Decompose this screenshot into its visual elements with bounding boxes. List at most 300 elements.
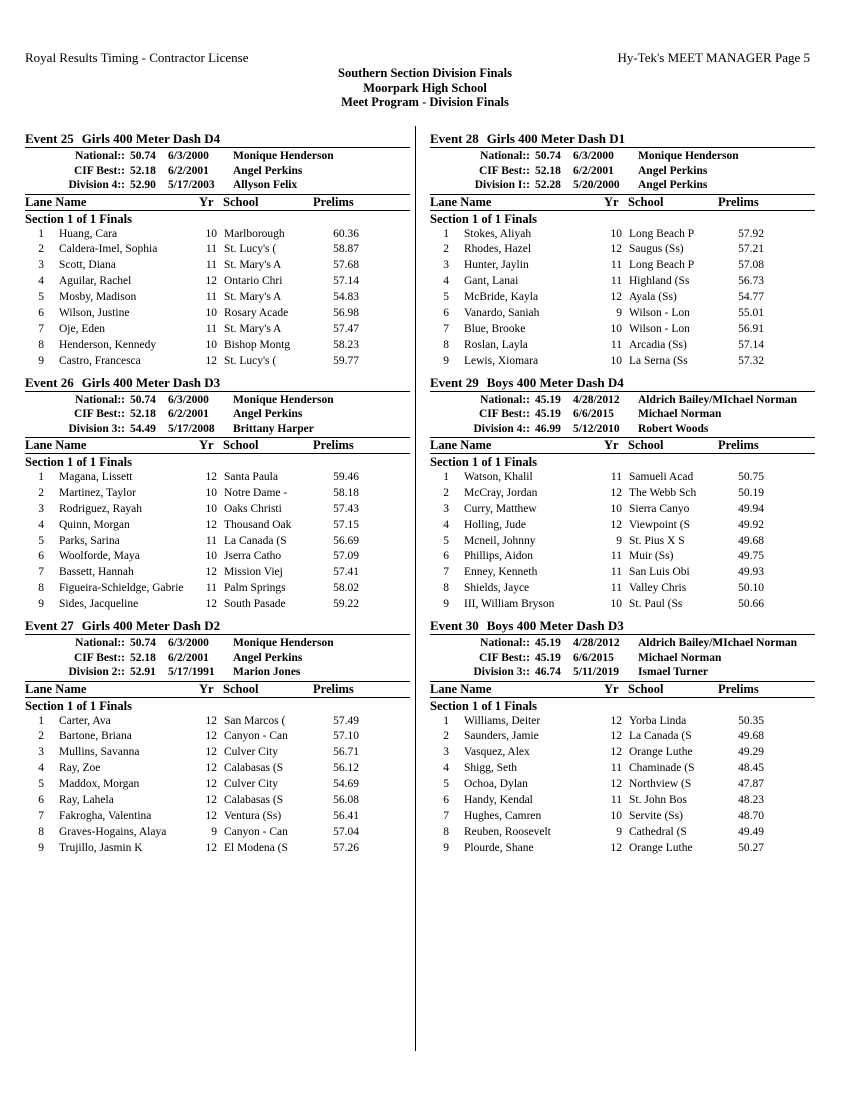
entry-name: Huang, Cara xyxy=(59,227,118,240)
header-lane-name: Lane Name xyxy=(430,438,492,453)
record-row xyxy=(430,651,815,666)
records-block xyxy=(430,148,815,194)
entry-prelims: 56.73 xyxy=(738,275,764,288)
entry-lane: 1 xyxy=(38,714,44,727)
entry-name: Quinn, Morgan xyxy=(59,518,130,531)
entry-lane: 1 xyxy=(443,471,449,484)
entry-name: III, William Bryson xyxy=(464,598,555,611)
event-title xyxy=(25,618,410,634)
record-label: National:: xyxy=(75,637,125,650)
header-yr: Yr xyxy=(604,194,619,209)
entry-prelims: 57.15 xyxy=(333,518,359,531)
entry-prelims: 58.87 xyxy=(333,243,359,256)
entry-name: Curry, Matthew xyxy=(464,502,537,515)
entry-yr: 10 xyxy=(610,502,622,515)
entry-lane: 8 xyxy=(38,582,44,595)
entry-prelims: 57.41 xyxy=(333,566,359,579)
entry-row xyxy=(25,841,410,857)
record-label: Division 4:: xyxy=(473,422,530,435)
entry-name: Wilson, Justine xyxy=(59,306,130,319)
record-holder: Monique Henderson xyxy=(233,393,334,406)
header-school: School xyxy=(628,681,664,696)
entry-school: St. Mary's A xyxy=(224,291,282,304)
entry-school: Long Beach P xyxy=(629,259,695,272)
entry-prelims: 54.77 xyxy=(738,291,764,304)
entry-school: Wilson - Lon xyxy=(629,322,690,335)
event-number: Event 27 xyxy=(25,618,74,634)
entry-school: Culver City xyxy=(224,746,278,759)
entry-name: Lewis, Xiomara xyxy=(464,354,539,367)
entry-school: Rosary Acade xyxy=(224,306,289,319)
record-row xyxy=(430,636,815,651)
entry-name: Henderson, Kennedy xyxy=(59,338,157,351)
entry-school: Bishop Montg xyxy=(224,338,291,351)
record-date: 6/6/2015 xyxy=(573,408,614,421)
entry-yr: 10 xyxy=(205,550,217,563)
entry-lane: 6 xyxy=(38,306,44,319)
entry-row xyxy=(25,258,410,274)
record-date: 6/3/2000 xyxy=(168,150,209,162)
entry-lane: 9 xyxy=(38,354,44,367)
entry-school: Thousand Oak xyxy=(224,518,292,531)
entry-lane: 7 xyxy=(443,322,449,335)
entry-row xyxy=(25,290,410,306)
entry-row xyxy=(430,597,815,613)
record-label: National:: xyxy=(75,150,125,162)
entry-lane: 6 xyxy=(443,550,449,563)
entry-lane: 1 xyxy=(443,714,449,727)
record-time: 45.19 xyxy=(535,393,561,406)
entry-row xyxy=(25,549,410,565)
record-time: 45.19 xyxy=(535,637,561,650)
entry-school: Sierra Canyo xyxy=(629,502,690,515)
page-title-line: Southern Section Division Finals xyxy=(338,66,512,80)
header-yr: Yr xyxy=(604,681,619,696)
record-time: 52.18 xyxy=(130,164,156,177)
event-name: Girls 400 Meter Dash D3 xyxy=(81,374,221,390)
entry-name: Martinez, Taylor xyxy=(59,486,136,499)
record-label: National:: xyxy=(480,150,530,162)
record-date: 6/2/2001 xyxy=(168,164,209,177)
entry-lane: 3 xyxy=(38,746,44,759)
entry-prelims: 56.69 xyxy=(333,534,359,547)
header-prelims: Prelims xyxy=(718,438,759,453)
entry-yr: 12 xyxy=(205,566,217,579)
entry-lane: 6 xyxy=(38,793,44,806)
entry-lane: 9 xyxy=(443,598,449,611)
entry-prelims: 49.68 xyxy=(738,730,764,743)
entry-yr: 12 xyxy=(610,746,622,759)
entry-name: Caldera-Imel, Sophia xyxy=(59,243,158,256)
entry-row xyxy=(430,227,815,243)
record-holder: Ismael Turner xyxy=(638,666,708,679)
entry-row xyxy=(25,597,410,613)
record-row xyxy=(430,665,815,680)
entry-row xyxy=(25,502,410,518)
event-number: Event 26 xyxy=(25,374,74,390)
entry-prelims: 58.23 xyxy=(333,338,359,351)
entry-prelims: 50.19 xyxy=(738,486,764,499)
entry-yr: 12 xyxy=(205,762,217,775)
header-school: School xyxy=(223,681,259,696)
record-label: Division 3:: xyxy=(68,422,125,435)
entry-yr: 12 xyxy=(610,291,622,304)
entry-yr: 12 xyxy=(610,486,622,499)
entry-name: Shields, Jayce xyxy=(464,582,530,595)
entry-prelims: 58.02 xyxy=(333,582,359,595)
record-row xyxy=(25,407,410,422)
entry-school: Saugus (Ss) xyxy=(629,243,684,256)
entry-row xyxy=(430,518,815,534)
entry-prelims: 50.10 xyxy=(738,582,764,595)
entry-lane: 6 xyxy=(38,550,44,563)
entry-row xyxy=(430,486,815,502)
record-label: Division I:: xyxy=(474,179,530,191)
page-title-line: Moorpark High School xyxy=(363,80,487,95)
entry-lane: 5 xyxy=(38,778,44,791)
record-time: 46.99 xyxy=(535,422,561,435)
entry-school: Cathedral (S xyxy=(629,825,687,838)
entry-row xyxy=(25,486,410,502)
event-number: Event 25 xyxy=(25,131,74,146)
entry-yr: 12 xyxy=(610,730,622,743)
entry-name: Oje, Eden xyxy=(59,322,105,335)
entry-school: Ontario Chri xyxy=(224,275,283,288)
entry-yr: 10 xyxy=(610,354,622,367)
entry-prelims: 54.83 xyxy=(333,291,359,304)
record-row xyxy=(25,164,410,179)
record-time: 46.74 xyxy=(535,666,561,679)
entry-lane: 3 xyxy=(38,259,44,272)
entry-lane: 8 xyxy=(443,825,449,838)
entry-lane: 6 xyxy=(443,306,449,319)
header-yr: Yr xyxy=(199,681,214,696)
entry-yr: 10 xyxy=(610,598,622,611)
entry-lane: 4 xyxy=(38,275,44,288)
header-prelims: Prelims xyxy=(718,681,759,696)
entry-school: Northview (S xyxy=(629,778,692,791)
record-date: 4/28/2012 xyxy=(573,393,620,406)
entry-yr: 10 xyxy=(205,486,217,499)
entry-yr: 11 xyxy=(205,259,217,272)
entry-prelims: 56.98 xyxy=(333,306,359,319)
event-title xyxy=(25,375,410,391)
entry-prelims: 49.92 xyxy=(738,518,764,531)
entry-name: Hunter, Jaylin xyxy=(464,259,529,272)
header-prelims: Prelims xyxy=(313,194,354,209)
entry-school: Santa Paula xyxy=(224,471,278,484)
entry-row xyxy=(430,761,815,777)
records-block xyxy=(25,148,410,194)
entry-lane: 2 xyxy=(38,730,44,743)
entry-row xyxy=(25,761,410,777)
entry-school: San Marcos ( xyxy=(224,714,286,727)
entry-lane: 5 xyxy=(38,534,44,547)
event-block xyxy=(430,375,815,614)
record-time: 52.18 xyxy=(130,651,156,664)
entry-prelims: 50.35 xyxy=(738,714,764,727)
entry-lane: 3 xyxy=(443,502,449,515)
entry-row xyxy=(25,274,410,290)
entry-row xyxy=(25,518,410,534)
entry-prelims: 57.04 xyxy=(333,825,359,838)
entry-name: Handy, Kendal xyxy=(464,793,533,806)
entry-row xyxy=(430,534,815,550)
entry-lane: 4 xyxy=(443,275,449,288)
record-label: CIF Best:: xyxy=(74,651,125,664)
entry-prelims: 57.14 xyxy=(333,275,359,288)
record-row xyxy=(25,178,410,193)
entry-prelims: 57.14 xyxy=(738,338,764,351)
record-time: 50.74 xyxy=(130,393,156,406)
header-yr: Yr xyxy=(199,194,214,209)
entry-row xyxy=(25,745,410,761)
entry-yr: 10 xyxy=(205,338,217,351)
entry-name: McBride, Kayla xyxy=(464,291,539,304)
entry-lane: 4 xyxy=(443,518,449,531)
entry-name: Sides, Jacqueline xyxy=(59,598,139,611)
record-row xyxy=(25,665,410,680)
entry-row xyxy=(25,581,410,597)
record-holder: Brittany Harper xyxy=(233,422,314,435)
entry-yr: 10 xyxy=(205,502,217,515)
column-header xyxy=(430,195,815,210)
entry-lane: 1 xyxy=(38,471,44,484)
entry-lane: 2 xyxy=(443,243,449,256)
entry-school: Wilson - Lon xyxy=(629,306,690,319)
entry-prelims: 49.68 xyxy=(738,534,764,547)
header-prelims: Prelims xyxy=(313,681,354,696)
entry-name: Woolforde, Maya xyxy=(59,550,140,563)
event-number: Event 30 xyxy=(430,618,479,634)
entry-name: Blue, Brooke xyxy=(464,322,526,335)
entry-school: The Webb Sch xyxy=(629,486,697,499)
entry-yr: 12 xyxy=(205,793,217,806)
entry-prelims: 59.77 xyxy=(333,354,359,367)
entry-school: Yorba Linda xyxy=(629,714,687,727)
entry-name: Trujillo, Jasmin K xyxy=(59,841,143,854)
entry-name: Stokes, Aliyah xyxy=(464,227,532,240)
record-date: 5/17/1991 xyxy=(168,666,215,679)
entry-yr: 9 xyxy=(616,306,622,319)
section-title: Section 1 of 1 Finals xyxy=(25,698,132,713)
entry-yr: 11 xyxy=(610,338,622,351)
entry-row xyxy=(430,258,815,274)
entry-row xyxy=(25,714,410,730)
entry-row xyxy=(25,306,410,322)
entry-prelims: 56.12 xyxy=(333,762,359,775)
entry-yr: 12 xyxy=(610,243,622,256)
entry-yr: 12 xyxy=(205,746,217,759)
entry-school: Notre Dame - xyxy=(224,486,288,499)
entry-yr: 11 xyxy=(205,291,217,304)
entry-prelims: 48.23 xyxy=(738,793,764,806)
entry-row xyxy=(25,777,410,793)
header-lane-name: Lane Name xyxy=(430,681,492,696)
entry-prelims: 59.22 xyxy=(333,598,359,611)
record-row xyxy=(25,149,410,164)
entry-yr: 12 xyxy=(205,275,217,288)
entry-name: Magana, Lissett xyxy=(59,471,133,484)
event-title xyxy=(430,375,815,391)
section-title: Section 1 of 1 Finals xyxy=(25,211,132,226)
entry-yr: 10 xyxy=(610,322,622,335)
records-block xyxy=(25,392,410,438)
entry-prelims: 57.92 xyxy=(738,227,764,240)
entry-yr: 12 xyxy=(205,354,217,367)
entry-prelims: 48.70 xyxy=(738,809,764,822)
entry-name: Scott, Diana xyxy=(59,259,116,272)
entry-yr: 11 xyxy=(610,793,622,806)
entry-name: Graves-Hogains, Alaya xyxy=(59,825,167,838)
record-date: 6/3/2000 xyxy=(168,393,209,406)
entry-name: Gant, Lanai xyxy=(464,275,519,288)
entry-name: Rhodes, Hazel xyxy=(464,243,532,256)
entry-school: Orange Luthe xyxy=(629,746,693,759)
section-title: Section 1 of 1 Finals xyxy=(430,211,537,226)
entry-lane: 2 xyxy=(443,486,449,499)
record-label: CIF Best:: xyxy=(74,408,125,421)
header-prelims: Prelims xyxy=(718,194,759,209)
entry-name: Fakrogha, Valentina xyxy=(59,809,152,822)
entry-school: Samueli Acad xyxy=(629,471,694,484)
event-block xyxy=(25,375,410,614)
entry-lane: 2 xyxy=(443,730,449,743)
event-block xyxy=(25,131,410,370)
entry-lane: 6 xyxy=(443,793,449,806)
entry-name: Williams, Deiter xyxy=(464,714,541,727)
record-label: Division 4:: xyxy=(68,179,125,191)
record-label: National:: xyxy=(480,637,530,650)
entry-yr: 11 xyxy=(610,566,622,579)
entry-prelims: 60.36 xyxy=(333,227,359,240)
entry-name: Castro, Francesca xyxy=(59,354,141,367)
entry-row xyxy=(25,322,410,338)
entry-prelims: 50.66 xyxy=(738,598,764,611)
entry-name: Maddox, Morgan xyxy=(59,778,140,791)
entry-row xyxy=(430,338,815,354)
entry-lane: 8 xyxy=(38,338,44,351)
left-column xyxy=(25,131,410,862)
record-time: 52.90 xyxy=(130,179,156,191)
record-label: CIF Best:: xyxy=(74,164,125,177)
entry-yr: 9 xyxy=(616,825,622,838)
entry-lane: 8 xyxy=(38,825,44,838)
entry-school: San Luis Obi xyxy=(629,566,690,579)
entry-row xyxy=(430,242,815,258)
entry-name: Phillips, Aidon xyxy=(464,550,534,563)
record-holder: Angel Perkins xyxy=(233,651,303,664)
record-time: 45.19 xyxy=(535,408,561,421)
entry-lane: 2 xyxy=(38,243,44,256)
record-holder: Allyson Felix xyxy=(233,179,298,191)
section-title: Section 1 of 1 Finals xyxy=(430,455,537,470)
entry-prelims: 48.45 xyxy=(738,762,764,775)
entry-school: Ayala (Ss) xyxy=(629,291,677,304)
entry-row xyxy=(25,354,410,370)
record-label: National:: xyxy=(75,393,125,406)
entry-yr: 12 xyxy=(610,518,622,531)
entry-lane: 7 xyxy=(443,566,449,579)
entry-name: Ray, Zoe xyxy=(59,762,101,775)
entry-row xyxy=(25,825,410,841)
entry-name: Carter, Ava xyxy=(59,714,111,727)
entry-lane: 5 xyxy=(38,291,44,304)
section-title: Section 1 of 1 Finals xyxy=(430,698,537,713)
section-title: Section 1 of 1 Finals xyxy=(25,455,132,470)
entry-prelims: 49.94 xyxy=(738,502,764,515)
header-lane-name: Lane Name xyxy=(25,681,87,696)
record-holder: Monique Henderson xyxy=(233,637,334,650)
entry-school: St. Mary's A xyxy=(224,259,282,272)
header-school: School xyxy=(223,438,259,453)
entry-lane: 3 xyxy=(443,259,449,272)
record-label: CIF Best:: xyxy=(479,164,530,177)
record-row xyxy=(25,393,410,408)
entry-row xyxy=(430,841,815,857)
record-holder: Marion Jones xyxy=(233,666,301,679)
entry-row xyxy=(25,534,410,550)
header-yr: Yr xyxy=(604,438,619,453)
entry-school: Servite (Ss) xyxy=(629,809,683,822)
record-holder: Angel Perkins xyxy=(638,164,708,177)
record-date: 5/20/2000 xyxy=(573,179,620,191)
entry-name: Bartone, Briana xyxy=(59,730,132,743)
entry-prelims: 57.21 xyxy=(738,243,764,256)
record-time: 52.91 xyxy=(130,666,156,679)
entry-name: Figueira-Schieldge, Gabrie xyxy=(59,582,184,595)
record-date: 6/2/2001 xyxy=(573,164,614,177)
entry-row xyxy=(430,322,815,338)
event-name: Boys 400 Meter Dash D4 xyxy=(486,374,624,390)
page-header-left: Royal Results Timing - Contractor License xyxy=(25,50,249,65)
event-number: Event 28 xyxy=(430,131,479,146)
entry-prelims: 57.43 xyxy=(333,502,359,515)
page-title-line: Meet Program - Division Finals xyxy=(341,95,509,109)
entry-prelims: 57.08 xyxy=(738,259,764,272)
entry-lane: 3 xyxy=(443,746,449,759)
entry-school: St. John Bos xyxy=(629,793,687,806)
entry-yr: 11 xyxy=(610,582,622,595)
entry-lane: 1 xyxy=(38,227,44,240)
entry-school: Arcadia (Ss) xyxy=(629,338,687,351)
entry-row xyxy=(25,565,410,581)
record-date: 6/3/2000 xyxy=(168,637,209,650)
record-time: 50.74 xyxy=(535,150,561,162)
entry-name: Watson, Khalil xyxy=(464,471,533,484)
entry-prelims: 57.32 xyxy=(738,354,764,367)
record-label: Division 3:: xyxy=(473,666,530,679)
header-school: School xyxy=(628,438,664,453)
entry-school: Muir (Ss) xyxy=(629,550,674,563)
entry-prelims: 56.41 xyxy=(333,809,359,822)
entry-lane: 9 xyxy=(443,841,449,854)
record-time: 45.19 xyxy=(535,651,561,664)
record-label: CIF Best:: xyxy=(479,408,530,421)
entry-yr: 11 xyxy=(610,550,622,563)
entry-prelims: 57.68 xyxy=(333,259,359,272)
entry-prelims: 49.93 xyxy=(738,566,764,579)
record-label: Division 2:: xyxy=(68,666,125,679)
records-block xyxy=(430,635,815,681)
entry-yr: 12 xyxy=(205,778,217,791)
record-row xyxy=(430,178,815,193)
entry-row xyxy=(430,581,815,597)
record-holder: Aldrich Bailey/MIchael Norman xyxy=(638,393,798,406)
record-row xyxy=(430,393,815,408)
entry-row xyxy=(25,729,410,745)
entry-row xyxy=(430,306,815,322)
